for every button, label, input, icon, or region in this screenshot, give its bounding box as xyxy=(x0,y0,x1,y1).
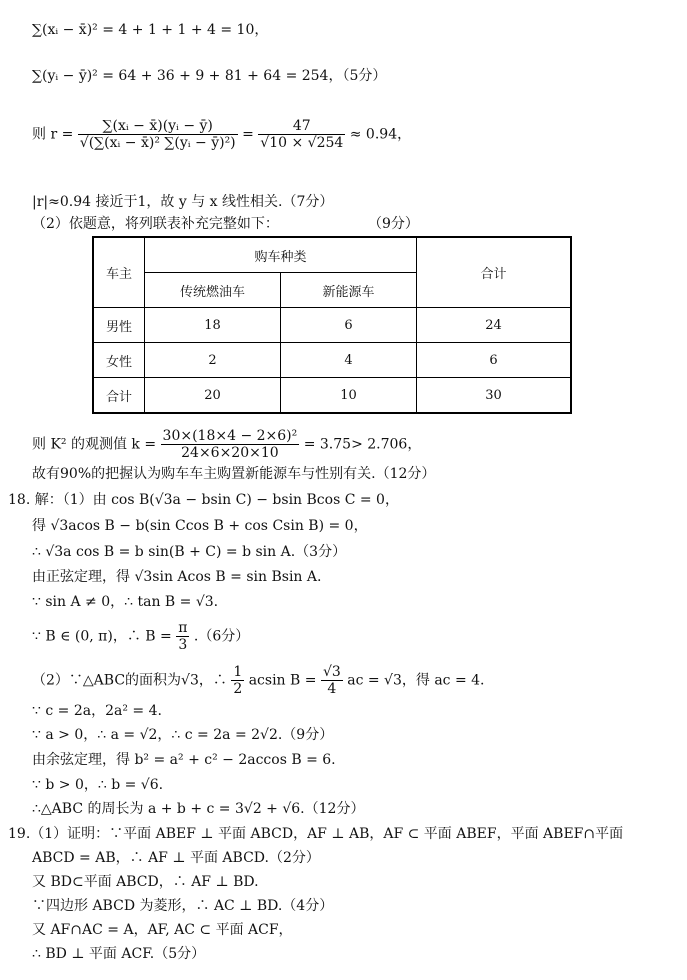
line-sum-y: ∑(yᵢ − ȳ)² = 64 + 36 + 9 + 81 + 64 = 254，（5分） xyxy=(32,68,387,84)
b-score: .（6分） xyxy=(193,628,250,645)
r-prefix: 则 r = xyxy=(32,126,74,143)
line-19-3: 又 BD⊂平面 ABCD，∴ AF ⊥ BD. xyxy=(32,874,259,890)
line-18-3: ∴ √3a cos B = b sin(B + C) = b sin A.（3分） xyxy=(32,544,347,560)
line-18-8: ∵ c = 2a，2a² = 4. xyxy=(32,703,162,719)
root3-den: 4 xyxy=(327,681,337,697)
cell-fuel: 2 xyxy=(145,343,281,378)
r-value-fraction xyxy=(258,118,345,151)
line-18-12: ∴△ABC 的周长为 a + b + c = 3√2 + √6.（12分） xyxy=(32,801,365,817)
k2-denominator: 24×6×20×10 xyxy=(181,445,279,461)
header-owner: 车主 xyxy=(93,237,145,308)
line-sum-x: ∑(xᵢ − x̄)² = 4 + 1 + 1 + 4 = 10， xyxy=(32,22,269,38)
header-fuel: 传统燃油车 xyxy=(145,273,281,308)
table-row xyxy=(93,343,571,378)
r-approx: ≈ 0.94， xyxy=(349,126,412,143)
contingency-table xyxy=(92,236,572,414)
row-label: 合计 xyxy=(93,378,145,414)
cell-total: 6 xyxy=(417,343,572,378)
r-denominator: √(∑(xᵢ − x̄)² ∑(yᵢ − ȳ)²) xyxy=(79,135,236,151)
k2-result: = 3.75> 2.706， xyxy=(303,436,422,453)
r-value-numerator: 47 xyxy=(258,118,345,135)
r-fraction xyxy=(78,118,238,151)
line-18-6 xyxy=(32,620,249,653)
k2-numerator: 30×(18×4 − 2×6)² xyxy=(162,428,298,444)
header-total: 合计 xyxy=(417,237,572,308)
line-part2-score: （9分） xyxy=(368,216,419,232)
root3-num: √3 xyxy=(322,664,341,680)
header-nev: 新能源车 xyxy=(281,273,417,308)
line-18-11: ∵ b > 0，∴ b = √6. xyxy=(32,777,164,793)
line-18-5: ∵ sin A ≠ 0，∴ tan B = √3. xyxy=(32,594,219,610)
half-den: 2 xyxy=(233,681,243,697)
line-19-2: ABCD = AB，∴ AF ⊥ 平面 ABCD.（2分） xyxy=(32,850,320,866)
b-range: ∵ B ∈ (0, π)，∴ B = xyxy=(32,628,172,645)
line-19-4: ∵四边形 ABCD 为菱形，∴ AC ⊥ BD.（4分） xyxy=(32,898,334,914)
k2-fraction xyxy=(161,428,300,461)
b-fraction xyxy=(176,620,189,653)
line-18-10: 由余弦定理，得 b² = a² + c² − 2accos B = 6. xyxy=(32,752,336,768)
line-r-formula: 则 r = $\frac{\text{∑(xᵢ − x̄)(yᵢ − ȳ)}}{\text{√(∑(xᵢ − x̄)² ∑(yᵢ − ȳ)²)}}$ = $\frac{47}{√10 \times √254}$ ≈ 0.94， xyxy=(32,118,412,151)
root3-fraction xyxy=(321,664,343,697)
line-k2-conclusion: 故有90%的把握认为购车车主购置新能源车与性别有关.（12分） xyxy=(32,466,436,482)
area-mid: acsin B = xyxy=(248,672,317,689)
row-label: 女性 xyxy=(93,343,145,378)
line-18-7 xyxy=(32,664,485,697)
line-r-conclusion: |r|≈0.94 接近于1，故 y 与 x 线性相关.（7分） xyxy=(32,194,334,210)
line-18-2: 得 √3acos B − b(sin Ccos B + cos Csin B) = 0， xyxy=(32,518,368,534)
cell-nev: 6 xyxy=(281,308,417,343)
line-18-1: 18. 解：（1）由 cos B(√3a − bsin C) − bsin Bcos C = 0， xyxy=(8,492,399,508)
b-frac-num: π xyxy=(178,620,188,636)
header-car-type: 购车种类 xyxy=(145,237,417,273)
k2-prefix: 则 K² 的观测值 k = xyxy=(32,436,157,453)
b-frac-den: 3 xyxy=(178,637,188,653)
r-value-denominator: √10 × √254 xyxy=(260,135,344,151)
cell-total: 24 xyxy=(417,308,572,343)
line-part2-intro: （2）依题意，将列联表补充完整如下： xyxy=(32,216,279,232)
line-18-4: 由正弦定理，得 √3sin Acos B = sin Bsin A. xyxy=(32,569,322,585)
line-19-1: 19.（1）证明：∵平面 ABEF ⊥ 平面 ABCD，AF ⊥ AB，AF ⊂ 平面 ABEF，平面 ABEF∩平面 xyxy=(8,826,624,842)
line-19-6: ∴ BD ⊥ 平面 ACF.（5分） xyxy=(32,946,206,962)
cell-total: 30 xyxy=(417,378,572,414)
half-num: 1 xyxy=(233,664,243,680)
line-k2 xyxy=(32,428,421,461)
half-fraction xyxy=(231,664,244,697)
line-18-9: ∵ a > 0，∴ a = √2，∴ c = 2a = 2√2.（9分） xyxy=(32,727,334,743)
row-label: 男性 xyxy=(93,308,145,343)
cell-nev: 4 xyxy=(281,343,417,378)
cell-nev: 10 xyxy=(281,378,417,414)
cell-fuel: 18 xyxy=(145,308,281,343)
table-row xyxy=(93,308,571,343)
cell-fuel: 20 xyxy=(145,378,281,414)
table-row xyxy=(93,378,571,414)
r-numerator: ∑(xᵢ − x̄)(yᵢ − ȳ) xyxy=(78,118,238,135)
line-19-5: 又 AF∩AC = A，AF, AC ⊂ 平面 ACF， xyxy=(32,922,293,938)
area-end: ac = √3，得 ac = 4. xyxy=(347,672,485,689)
area-text: （2）∵△ABC的面积为√3，∴ xyxy=(32,672,227,689)
